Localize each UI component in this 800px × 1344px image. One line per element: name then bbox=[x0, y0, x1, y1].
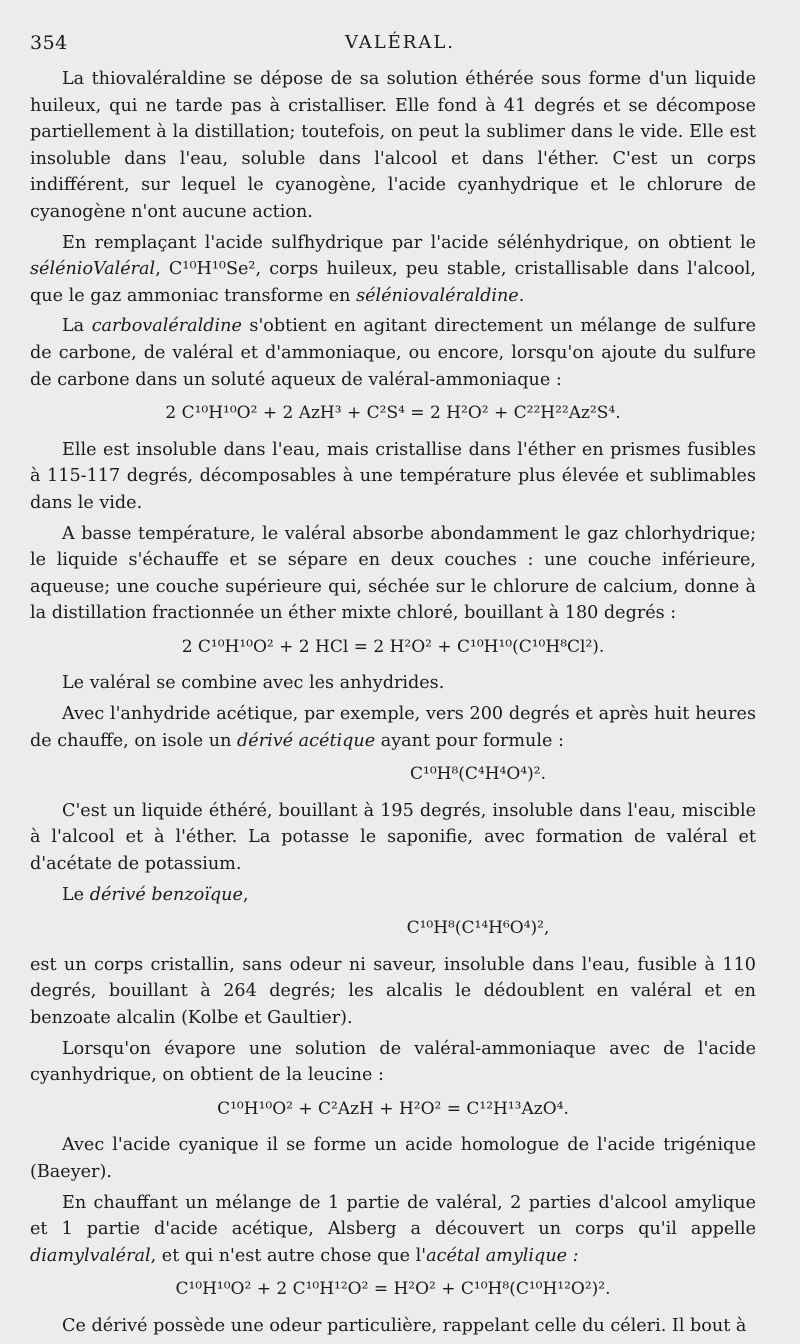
paragraph-text: ayant pour formule : bbox=[375, 730, 564, 751]
formula-acetal-amylique: C¹⁰H¹⁰O² + 2 C¹⁰H¹²O² = H²O² + C¹⁰H⁸(C¹⁰H¹²O²)². bbox=[175, 1279, 611, 1300]
body-text bbox=[30, 66, 756, 1344]
paragraph-text: En chauffant un mélange de 1 partie de valéral, 2 parties d'alcool amylique et 1 partie d'acide acétique, Alsberg a découvert un corps qu'il appelle bbox=[30, 1192, 756, 1240]
formula-leucine: C¹⁰H¹⁰O² + C²AzH + H²O² = C¹²H¹³AzO⁴. bbox=[217, 1098, 569, 1119]
page-number: 354 bbox=[30, 32, 68, 54]
paragraph-corps-cristallin: est un corps cristallin, sans odeur ni saveur, insoluble dans l'eau, fusible à 110 degrés, bouillant à 264 degrés; les alcalis le dédoublent en valéral et en benzoate alcalin (Kolbe et Gaultier). bbox=[30, 954, 756, 1028]
formula-derive-acetique: C¹⁰H⁸(C⁴H⁴O⁴)². bbox=[410, 764, 546, 785]
page-header bbox=[30, 32, 770, 62]
paragraph-leucine: Lorsqu'on évapore une solution de valéral-ammoniaque avec de l'acide cyanhydrique, on obtient de la leucine : bbox=[30, 1038, 756, 1086]
paragraph-anhydrides: Le valéral se combine avec les anhydrides. bbox=[62, 673, 445, 694]
paragraph-text: . bbox=[518, 285, 525, 306]
paragraph-liquide-ethere: C'est un liquide éthéré, bouillant à 195 degrés, insoluble dans l'eau, miscible à l'alcool et à l'éther. La potasse le saponifie, avec formation de valéral et d'acétate de potassium. bbox=[30, 800, 756, 875]
paragraph-basse-temperature: A basse température, le valéral absorbe abondamment le gaz chlorhydrique; le liquide s'échauffe et se sépare en deux couches : une couche inférieure, aqueuse; une couche supérieure qui, séchée sur le chlorure de calcium, donne à la distillation fractionnée un éther mixte chloré, bouillant à 180 degrés : bbox=[30, 523, 756, 624]
italic-term-carbovaleraldine: carbovaléraldine bbox=[91, 316, 242, 337]
paragraph-carbovaleraldine bbox=[30, 313, 756, 393]
formula-derive-benzoique: C¹⁰H⁸(C¹⁴H⁶O⁴)², bbox=[406, 918, 550, 939]
paragraph-insoluble: Elle est insoluble dans l'eau, mais cristallise dans l'éther en prismes fusibles à 115-117 degrés, décomposables à une température plus élevée et sublimables dans le vide. bbox=[30, 439, 756, 513]
italic-term-derive-benzoique: dérivé benzoïque bbox=[89, 884, 243, 905]
page-bottom-margin bbox=[0, 1318, 800, 1342]
paragraph-text: , et qui n'est autre chose que l' bbox=[150, 1245, 427, 1266]
paragraph-text: , C¹⁰H¹⁰Se², corps huileux, peu stable, cristallisable dans l'alcool, que le gaz ammoniac transforme en bbox=[30, 259, 756, 306]
formula-ether-chlore: 2 C¹⁰H¹⁰O² + 2 HCl = 2 H²O² + C¹⁰H¹⁰(C¹⁰H⁸Cl²). bbox=[181, 636, 605, 657]
paragraph-text: s'obtient en agitant directement un mélange de sulfure de carbone, de valéral et d'ammoniaque, ou encore, lorsqu'on ajoute du sulfure de carbone dans un soluté aqueux de valéral-ammoniaque : bbox=[30, 316, 757, 390]
paragraph-text: La bbox=[62, 316, 92, 337]
italic-term-seleniovaleral: sélénioValéral bbox=[30, 259, 156, 280]
paragraph-text: , bbox=[242, 884, 249, 905]
paragraph-derive-benzoique bbox=[30, 882, 756, 909]
italic-term-seleniovaleraldine: séléniovaléraldine bbox=[356, 285, 519, 306]
italic-term-diamylvaleral: diamylvaléral bbox=[30, 1245, 151, 1266]
paragraph-seleniovaleral bbox=[30, 230, 756, 310]
paragraph-acide-cyanique: Avec l'acide cyanique il se forme un acide homologue de l'acide trigénique (Baeyer). bbox=[30, 1135, 756, 1182]
paragraph-diamylvaleral bbox=[30, 1190, 756, 1270]
formula-carbovaleraldine: 2 C¹⁰H¹⁰O² + 2 AzH³ + C²S⁴ = 2 H²O² + C²²H²²Az²S⁴. bbox=[165, 403, 621, 424]
paragraph-odeur-celeri: Ce dérivé possède une odeur particulière, rappelant celle du céleri. Il bout à bbox=[62, 1315, 747, 1336]
italic-term-derive-acetique: dérivé acétique bbox=[237, 730, 376, 751]
paragraph-text: En remplaçant l'acide sulfhydrique par l'acide sélénhydrique, on obtient le bbox=[62, 232, 756, 253]
paragraph-text: Avec l'anhydride acétique, par exemple, vers 200 degrés et après huit heures de chauffe, on isole un bbox=[30, 704, 756, 751]
paragraph-thiovaleraldine: La thiovaléraldine se dépose de sa solution éthérée sous forme d'un liquide huileux, qui ne tarde pas à cristalliser. Elle fond à 41 degrés et se décompose partiellement à la distillation; toutefois, on peut la sublimer dans le vide. Elle est insoluble dans l'eau, soluble dans l'alcool et dans l'éther. C'est un corps indifférent, sur lequel le cyanogène, l'acide cyanhydrique et le chlorure de cyanogène n'ont aucune action. bbox=[30, 69, 756, 222]
running-head: VALÉRAL. bbox=[344, 32, 456, 53]
italic-term-acetal-amylique: acétal amylique : bbox=[426, 1245, 579, 1266]
paragraph-text: Le bbox=[62, 884, 90, 905]
paragraph-anhydride-acetique bbox=[30, 701, 756, 754]
